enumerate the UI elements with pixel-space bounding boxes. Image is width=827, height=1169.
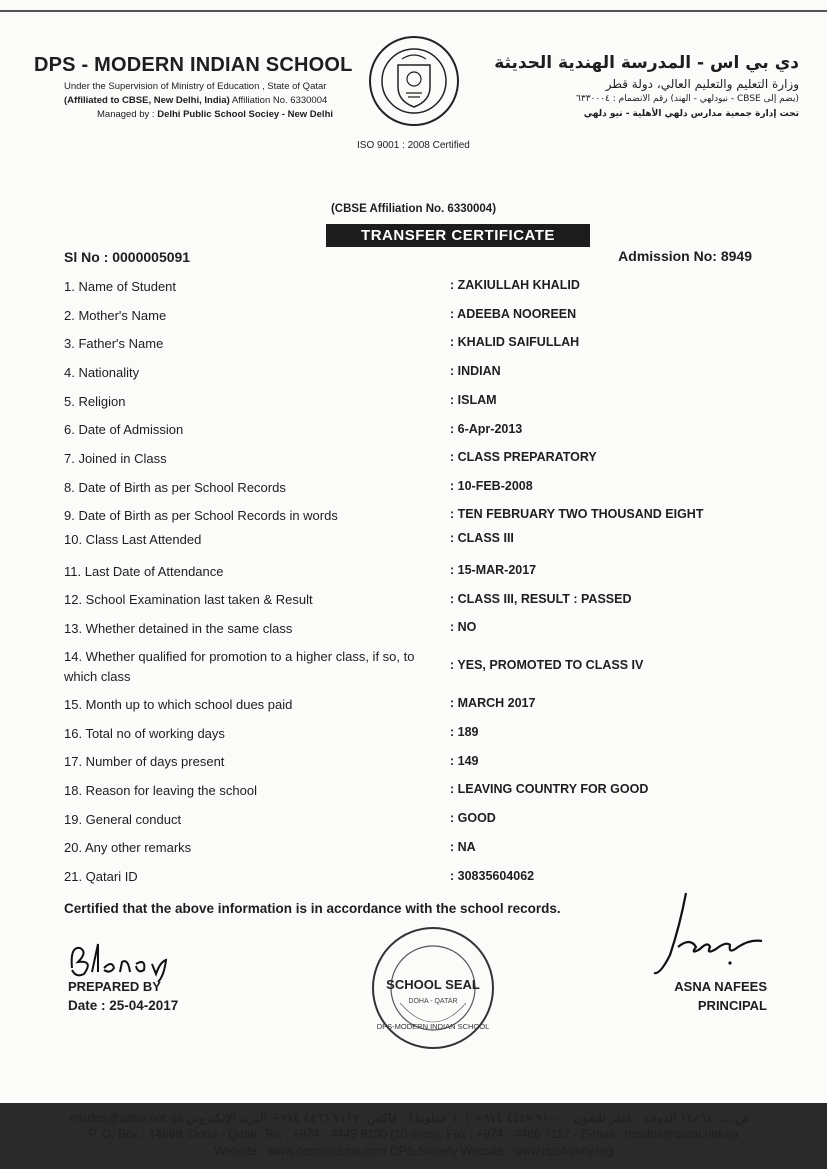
issue-date: Date : 25-04-2017 — [68, 998, 179, 1013]
affiliation-arabic: (يضم إلى CBSE - نيودلهي - الهند) رقم الانضمام : ٦٣٣٠٠٠٤ — [576, 94, 799, 104]
row-label: 2. Mother's Name — [64, 308, 167, 323]
row-value: : MARCH 2017 — [450, 696, 536, 710]
affiliation-number: Affiliation No. 6330004 — [229, 95, 328, 106]
iso-certification: ISO 9001 : 2008 Certified — [357, 140, 470, 151]
row-label: 3. Father's Name — [64, 336, 164, 351]
row-label: 17. Number of days present — [64, 754, 225, 769]
row-label: 6. Date of Admission — [64, 422, 184, 437]
row-value: : ISLAM — [450, 393, 497, 407]
principal-title: PRINCIPAL — [697, 998, 767, 1013]
cbse-affiliation: (CBSE Affiliation No. 6330004) — [330, 203, 497, 215]
affiliation-line — [64, 94, 327, 108]
row-value: : CLASS PREPARATORY — [450, 450, 597, 464]
row-label: 5. Religion — [64, 394, 126, 409]
admission-number: Admission No: 8949 — [618, 248, 752, 264]
managed-by-arabic: تحت إدارة جمعية مدارس دلهي الأهلية - نيو دلهي — [583, 109, 799, 119]
seal-city: DOHA - QATAR — [408, 998, 458, 1005]
row-label: 13. Whether detained in the same class — [64, 621, 293, 636]
managed-by-line — [97, 108, 333, 122]
certification-statement: Certified that the above information is in accordance with the school records. — [64, 901, 561, 916]
row-label: 16. Total no of working days — [64, 726, 225, 741]
ministry-arabic: وزارة التعليم والتعليم العالي، دولة قطر — [605, 77, 799, 91]
row-label: 9. Date of Birth as per School Records in words — [64, 508, 338, 523]
row-value: : NO — [450, 620, 477, 634]
managed-by-prefix: Managed by : — [97, 109, 158, 120]
seal-ring-text: DPS-MODERN INDIAN SCHOOL — [376, 1022, 490, 1031]
principal-block — [617, 977, 767, 1015]
row-value: : CLASS III — [450, 531, 514, 545]
row-label: 4. Nationality — [64, 365, 140, 380]
prepared-by-label: PREPARED BY — [68, 979, 161, 994]
row-value: : 149 — [450, 754, 479, 768]
row-label: 7. Joined in Class — [64, 451, 167, 466]
school-seal-stamp — [370, 925, 496, 1051]
footer-line-arabic — [0, 1111, 827, 1125]
row-value: : ZAKIULLAH KHALID — [450, 278, 580, 292]
row-value: : 6-Apr-2013 — [450, 422, 523, 436]
row-value: : KHALID SAIFULLAH — [450, 335, 580, 349]
row-value: : CLASS III, RESULT : PASSED — [450, 592, 632, 606]
row-label: 19. General conduct — [64, 812, 182, 827]
certificate-title: TRANSFER CERTIFICATE — [326, 224, 590, 247]
principal-signature — [650, 885, 770, 980]
serial-number: Sl No : 0000005091 — [64, 249, 191, 265]
row-label: 10. Class Last Attended — [64, 532, 202, 547]
row-value: : NA — [450, 840, 476, 854]
row-value: : TEN FEBRUARY TWO THOUSAND EIGHT — [450, 507, 704, 521]
school-logo-emblem — [368, 35, 460, 127]
row-label: 15. Month up to which school dues paid — [64, 697, 293, 712]
row-value: : LEAVING COUNTRY FOR GOOD — [450, 782, 649, 796]
principal-name: ASNA NAFEES — [674, 979, 767, 994]
footer-websites: Website : www.dpsmisdoha.com DPS Society Website : www.dpsfamily.org — [214, 1144, 613, 1158]
row-value: : YES, PROMOTED TO CLASS IV — [450, 658, 644, 672]
row-label: 20. Any other remarks — [64, 840, 192, 855]
school-name: DPS - MODERN INDIAN SCHOOL — [34, 54, 353, 76]
row-value: : GOOD — [450, 811, 496, 825]
row-value: : INDIAN — [450, 364, 501, 378]
row-label: 12. School Examination last taken & Result — [64, 592, 313, 607]
row-label: 11. Last Date of Attendance — [64, 564, 224, 579]
affiliation-bold: (Affiliated to CBSE, New Delhi, India) — [64, 95, 230, 106]
row-value: : 15-MAR-2017 — [450, 563, 537, 577]
row-value: : 189 — [450, 725, 479, 739]
supervision-line: Under the Supervision of Ministry of Education , State of Qatar — [64, 81, 327, 92]
footer-email: misdps@qatar.net.qa — [69, 1111, 183, 1125]
row-value: : ADEEBA NOOREEN — [450, 307, 577, 321]
top-border-line — [0, 10, 827, 12]
preparer-signature — [66, 938, 196, 983]
school-name-arabic: دي بي اس - المدرسة الهندية الحديثة — [494, 53, 799, 73]
managed-by-society: Delhi Public School Sociey - New Delhi — [157, 109, 334, 120]
footer-arabic-text: ص.ب: ١٤٨٦٨ الدوحة - قطر تليفون : ٩١٠٠ ٤٤٤٩ ٩٧٤+ (١٠ خطوط) ، فاكس: ٧١١٧ ٤٤٦٦ ٩٧٤+ البريد الإلكتروني : — [186, 1111, 758, 1125]
seal-label: SCHOOL SEAL — [386, 977, 480, 992]
row-label: 1. Name of Student — [64, 279, 177, 294]
row-label: 21. Qatari ID — [64, 869, 138, 884]
row-label: 18. Reason for leaving the school — [64, 783, 257, 798]
row-value: : 10-FEB-2008 — [450, 479, 533, 493]
row-value: : 30835604062 — [450, 869, 535, 883]
row-label: 8. Date of Birth as per School Records — [64, 480, 286, 495]
row-label: 14. Whether qualified for promotion to a higher class, if so, to which class — [64, 649, 415, 684]
footer-address: P. O. Box : 14868, Doha - Qatar. Tel. : +974 - 4449 9100 (10 lines), Fax : +974 - 4466 7117 - E-mail : misdps@qatar.net.qa — [88, 1127, 739, 1141]
